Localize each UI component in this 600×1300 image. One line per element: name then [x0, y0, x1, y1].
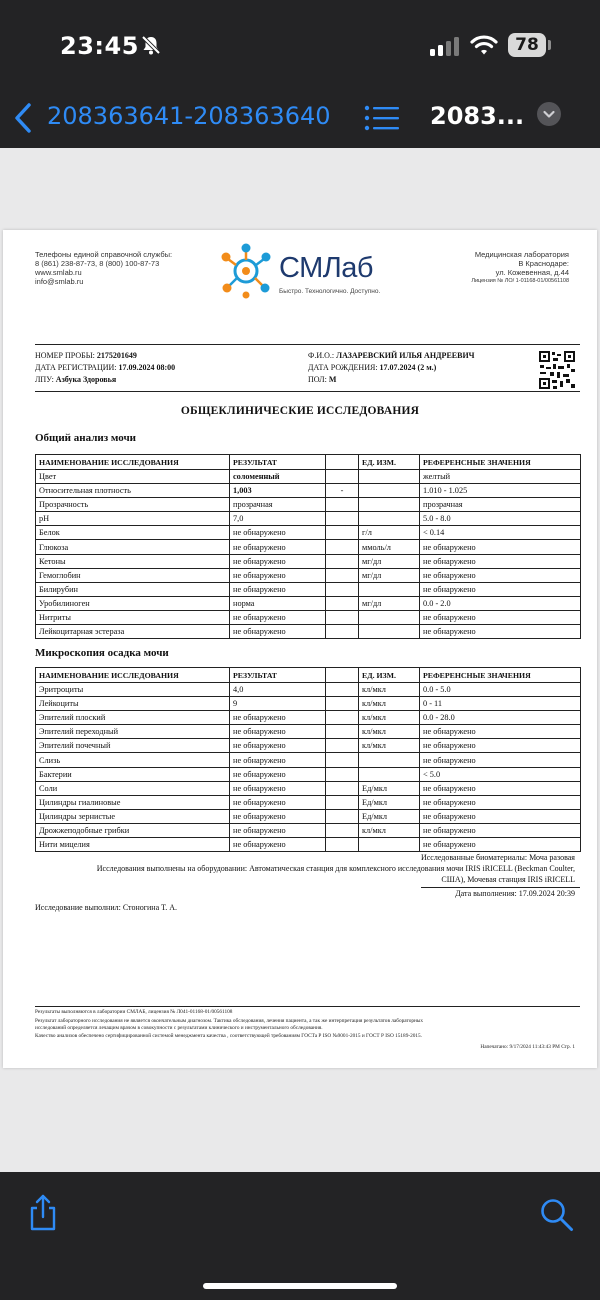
cell-ref: не обнаружено	[420, 610, 581, 624]
registration-value: 17.09.2024 08:00	[118, 363, 176, 372]
registration-label: ДАТА РЕГИСТРАЦИИ:	[35, 363, 117, 372]
cell-unit	[359, 512, 420, 526]
table-row	[36, 838, 581, 852]
cell-name: Эпителий почечный	[36, 739, 230, 753]
biomaterial-note: Исследованные биоматериалы: Моча разовая	[420, 853, 575, 862]
header-divider	[35, 344, 580, 345]
cell-result: не обнаружено	[230, 767, 326, 781]
page-title: ОБЩЕКЛИНИЧЕСКИЕ ИССЛЕДОВАНИЯ	[180, 405, 420, 417]
cell-flag	[326, 739, 359, 753]
table-row	[36, 683, 581, 697]
cell-result: не обнаружено	[230, 781, 326, 795]
urine-results-table	[35, 454, 581, 639]
document-title: 2083...	[430, 102, 525, 130]
table-row	[36, 526, 581, 540]
list-icon[interactable]	[364, 104, 400, 132]
address-line: В Краснодаре:	[518, 259, 569, 268]
battery-indicator: 78	[508, 33, 546, 57]
lpu	[35, 374, 116, 386]
cell-result: не обнаружено	[230, 582, 326, 596]
table-row	[36, 484, 581, 498]
cell-ref: прозрачная	[420, 498, 581, 512]
cell-unit	[359, 753, 420, 767]
cell-unit: Ед/мкл	[359, 795, 420, 809]
cell-flag	[326, 767, 359, 781]
table-row	[36, 512, 581, 526]
lpu-label: ЛПУ:	[35, 375, 54, 384]
table-row	[36, 610, 581, 624]
cell-result: не обнаружено	[230, 838, 326, 852]
cell-result: 9	[230, 697, 326, 711]
patient-name-label: Ф.И.О.:	[308, 351, 335, 360]
cell-name: Дрожжеподобные грибки	[36, 823, 230, 837]
cell-ref: 1.010 - 1.025	[420, 484, 581, 498]
footer-license: Результаты выполняются в лаборатории СМЛАБ, лицензия № Л041-01168-01/00561108	[35, 1009, 233, 1015]
cell-flag	[326, 554, 359, 568]
cell-ref: не обнаружено	[420, 823, 581, 837]
home-indicator[interactable]	[203, 1283, 397, 1289]
cell-result: не обнаружено	[230, 739, 326, 753]
equipment-note	[37, 864, 575, 885]
cell-unit	[359, 582, 420, 596]
document-page	[3, 230, 597, 1068]
table-row	[36, 596, 581, 610]
cell-name: Белок	[36, 526, 230, 540]
table-row	[36, 795, 581, 809]
cell-name: Нити мицелия	[36, 838, 230, 852]
col-header-name: НАИМЕНОВАНИЕ ИССЛЕДОВАНИЯ	[36, 668, 230, 683]
cell-result: не обнаружено	[230, 554, 326, 568]
cell-result: не обнаружено	[230, 610, 326, 624]
signal-icon	[430, 36, 462, 56]
completion-date: Дата выполнения: 17.09.2024 20:39	[455, 889, 575, 898]
back-link-title[interactable]: 208363641-208363640	[47, 102, 331, 130]
contact-line: www.smlab.ru	[35, 268, 82, 277]
sample-number	[35, 350, 137, 362]
cell-unit	[359, 767, 420, 781]
search-icon[interactable]	[540, 1198, 574, 1232]
cell-name: Билирубин	[36, 582, 230, 596]
cell-unit: кл/мкл	[359, 739, 420, 753]
cell-flag	[326, 526, 359, 540]
lpu-value: Азбука Здоровья	[55, 375, 117, 384]
cell-name: Гемоглобин	[36, 568, 230, 582]
cell-ref: желтый	[420, 470, 581, 484]
chevron-left-icon[interactable]	[12, 102, 34, 134]
table-header-row	[36, 668, 581, 683]
cell-ref: не обнаружено	[420, 753, 581, 767]
cell-unit: кл/мкл	[359, 697, 420, 711]
cell-result: не обнаружено	[230, 625, 326, 639]
cell-result: 4,0	[230, 683, 326, 697]
document-viewer[interactable]	[0, 148, 600, 1172]
cell-flag	[326, 711, 359, 725]
table-row	[36, 498, 581, 512]
status-time: 23:45	[60, 32, 139, 60]
cell-unit	[359, 610, 420, 624]
cell-unit: Ед/мкл	[359, 809, 420, 823]
cell-unit: ммоль/л	[359, 540, 420, 554]
cell-name: Эпителий переходный	[36, 725, 230, 739]
performer-note: Исследование выполнил: Стоногина Т. А.	[35, 903, 177, 912]
col-header-ref: РЕФЕРЕНСНЫЕ ЗНАЧЕНИЯ	[420, 455, 581, 470]
cell-name: Глюкоза	[36, 540, 230, 554]
qr-code-icon	[538, 350, 576, 390]
cell-flag	[326, 582, 359, 596]
cell-name: Эритроциты	[36, 683, 230, 697]
cell-flag	[326, 781, 359, 795]
footer-quality: Качество анализов обеспечено сертифицированной системой менеджмента качества , соответствующей требованиям ГОСТа Р ISO №9001-2015 и ГОСТ Р ISO 15189-2015.	[35, 1033, 423, 1039]
cell-unit: г/л	[359, 526, 420, 540]
cell-result: не обнаружено	[230, 711, 326, 725]
lab-contacts	[35, 250, 172, 286]
cell-flag	[326, 470, 359, 484]
table-row	[36, 767, 581, 781]
cell-ref: не обнаружено	[420, 795, 581, 809]
table-row	[36, 739, 581, 753]
cell-flag	[326, 823, 359, 837]
cell-ref: 5.0 - 8.0	[420, 512, 581, 526]
footer-printed: Напечатано: 9/17/2024 11:43:43 PM Стр. 1	[480, 1044, 575, 1050]
cell-unit	[359, 838, 420, 852]
col-header-result: РЕЗУЛЬТАТ	[230, 668, 326, 683]
cell-result: не обнаружено	[230, 725, 326, 739]
cell-flag	[326, 809, 359, 823]
cell-name: Уробилиноген	[36, 596, 230, 610]
address-line: ул. Кожевенная, д.44	[495, 268, 569, 277]
sample-label: НОМЕР ПРОБЫ:	[35, 351, 95, 360]
cell-result: не обнаружено	[230, 753, 326, 767]
micro-section-title: Микроскопия осадка мочи	[35, 647, 169, 659]
urine-table-body	[36, 470, 581, 639]
cell-unit	[359, 625, 420, 639]
cell-result: не обнаружено	[230, 809, 326, 823]
col-header-flag	[326, 668, 359, 683]
urine-section-title: Общий анализ мочи	[35, 432, 136, 444]
cell-ref: < 0.14	[420, 526, 581, 540]
cell-name: Цилиндры гиалиновые	[36, 795, 230, 809]
col-header-unit: ЕД. ИЗМ.	[359, 455, 420, 470]
cell-unit	[359, 498, 420, 512]
sample-value: 2175201649	[96, 351, 137, 360]
bottom-toolbar	[0, 1172, 600, 1300]
patient-sex	[308, 374, 336, 386]
status-bar	[0, 0, 600, 90]
col-header-unit: ЕД. ИЗМ.	[359, 668, 420, 683]
lab-logo-icon	[220, 242, 272, 300]
title-menu-button[interactable]	[537, 102, 561, 126]
contact-line: 8 (861) 238-87-73, 8 (800) 100-87-73	[35, 259, 160, 268]
address-line: Медицинская лаборатория	[474, 250, 569, 259]
cell-unit: кл/мкл	[359, 823, 420, 837]
cell-ref: 0.0 - 5.0	[420, 683, 581, 697]
cell-name: Относительная плотность	[36, 484, 230, 498]
cell-name: Нитриты	[36, 610, 230, 624]
cell-ref: не обнаружено	[420, 540, 581, 554]
table-row	[36, 809, 581, 823]
cell-flag	[326, 795, 359, 809]
cell-result: прозрачная	[230, 498, 326, 512]
table-row	[36, 540, 581, 554]
col-header-ref: РЕФЕРЕНСНЫЕ ЗНАЧЕНИЯ	[420, 668, 581, 683]
micro-results-table	[35, 667, 581, 852]
cell-ref: не обнаружено	[420, 781, 581, 795]
table-header-row	[36, 455, 581, 470]
cell-name: Прозрачность	[36, 498, 230, 512]
cell-result: не обнаружено	[230, 823, 326, 837]
cell-flag	[326, 683, 359, 697]
birth-date-value: 17.07.2024 (2 м.)	[379, 363, 437, 372]
cell-name: Бактерии	[36, 767, 230, 781]
cell-name: Соли	[36, 781, 230, 795]
equipment-line: США), Мочевая станция IRIS iRICELL	[441, 874, 575, 884]
battery-tip	[548, 40, 551, 50]
cell-name: Цилиндры зернистые	[36, 809, 230, 823]
cell-ref: не обнаружено	[420, 809, 581, 823]
table-row	[36, 823, 581, 837]
footer-divider	[35, 1006, 580, 1007]
equipment-line: Исследования выполнены на оборудовании: Автоматическая станция для комплексного исследования мочи IRIS iRICELL (Beckman Coulter,	[96, 864, 575, 873]
cell-ref: не обнаружено	[420, 838, 581, 852]
cell-name: Кетоны	[36, 554, 230, 568]
contact-line: info@smlab.ru	[35, 277, 84, 286]
cell-unit: кл/мкл	[359, 725, 420, 739]
birth-date	[308, 362, 436, 374]
cell-ref: 0.0 - 28.0	[420, 711, 581, 725]
cell-ref: не обнаружено	[420, 554, 581, 568]
cell-name: Цвет	[36, 470, 230, 484]
table-row	[36, 625, 581, 639]
cell-flag	[326, 610, 359, 624]
cell-result: не обнаружено	[230, 568, 326, 582]
lab-logo-tagline: Быстро. Технологично. Доступно.	[279, 288, 381, 295]
cell-unit: мг/дл	[359, 568, 420, 582]
cell-flag	[326, 568, 359, 582]
cell-unit: Ед/мкл	[359, 781, 420, 795]
cell-result: не обнаружено	[230, 526, 326, 540]
cell-ref: 0 - 11	[420, 697, 581, 711]
micro-table-body	[36, 683, 581, 852]
chevron-down-icon	[537, 102, 561, 126]
cell-unit: мг/дл	[359, 554, 420, 568]
table-row	[36, 582, 581, 596]
cell-ref: < 5.0	[420, 767, 581, 781]
patient-name	[308, 350, 475, 362]
footer-disclaimer-2: исследований определяется лечащим врачом в совокупности с результатами клинического и инструментального обследования.	[35, 1025, 323, 1031]
cell-name: Лейкоциты	[36, 697, 230, 711]
wifi-icon	[470, 34, 498, 56]
cell-name: Эпителий плоский	[36, 711, 230, 725]
cell-ref: не обнаружено	[420, 625, 581, 639]
cell-ref: не обнаружено	[420, 582, 581, 596]
cell-ref: не обнаружено	[420, 725, 581, 739]
cell-name: Лейкоцитарная эстераза	[36, 625, 230, 639]
nav-bar	[0, 90, 600, 148]
patient-name-value: ЛАЗАРЕВСКИЙ ИЛЬЯ АНДРЕЕВИЧ	[336, 351, 475, 360]
cell-flag	[326, 725, 359, 739]
col-header-flag	[326, 455, 359, 470]
table-row	[36, 781, 581, 795]
table-row	[36, 711, 581, 725]
cell-unit	[359, 484, 420, 498]
col-header-name: НАИМЕНОВАНИЕ ИССЛЕДОВАНИЯ	[36, 455, 230, 470]
lab-logo-name: СМЛаб	[279, 252, 374, 284]
patient-divider	[35, 391, 580, 392]
table-row	[36, 697, 581, 711]
license-line: Лицензия № ЛО/ 1-01168-01/00561108	[471, 278, 569, 284]
sex-value: М	[328, 375, 337, 384]
cell-unit: кл/мкл	[359, 683, 420, 697]
cell-result: соломенный	[230, 470, 326, 484]
cell-result: 1,003	[230, 484, 326, 498]
cell-unit: кл/мкл	[359, 711, 420, 725]
birth-date-label: ДАТА РОЖДЕНИЯ:	[308, 363, 378, 372]
table-row	[36, 470, 581, 484]
registration-date	[35, 362, 175, 374]
table-row	[36, 568, 581, 582]
cell-name: pH	[36, 512, 230, 526]
cell-result: не обнаружено	[230, 795, 326, 809]
col-header-result: РЕЗУЛЬТАТ	[230, 455, 326, 470]
cell-result: 7,0	[230, 512, 326, 526]
bell-muted-icon	[140, 34, 162, 56]
cell-ref: 0.0 - 2.0	[420, 596, 581, 610]
cell-ref: не обнаружено	[420, 739, 581, 753]
cell-unit: мг/дл	[359, 596, 420, 610]
cell-flag	[326, 512, 359, 526]
lab-address	[471, 250, 569, 286]
cell-ref: не обнаружено	[420, 568, 581, 582]
completion-divider	[421, 887, 580, 888]
table-row	[36, 753, 581, 767]
cell-unit	[359, 470, 420, 484]
cell-flag: -	[326, 484, 359, 498]
table-row	[36, 725, 581, 739]
share-icon[interactable]	[28, 1194, 58, 1232]
cell-flag	[326, 753, 359, 767]
cell-flag	[326, 697, 359, 711]
sex-label: ПОЛ:	[308, 375, 327, 384]
cell-flag	[326, 498, 359, 512]
footer-disclaimer: Результат лабораторного исследования не является окончательным диагнозом. Тактика обследования, лечения пациента, а так же интерпретация результатов лабораторных	[35, 1018, 424, 1024]
cell-flag	[326, 625, 359, 639]
cell-result: не обнаружено	[230, 540, 326, 554]
contact-line: Телефоны единой справочной службы:	[35, 250, 173, 259]
cell-flag	[326, 540, 359, 554]
cell-flag	[326, 596, 359, 610]
cell-flag	[326, 838, 359, 852]
table-row	[36, 554, 581, 568]
cell-result: норма	[230, 596, 326, 610]
cell-name: Слизь	[36, 753, 230, 767]
